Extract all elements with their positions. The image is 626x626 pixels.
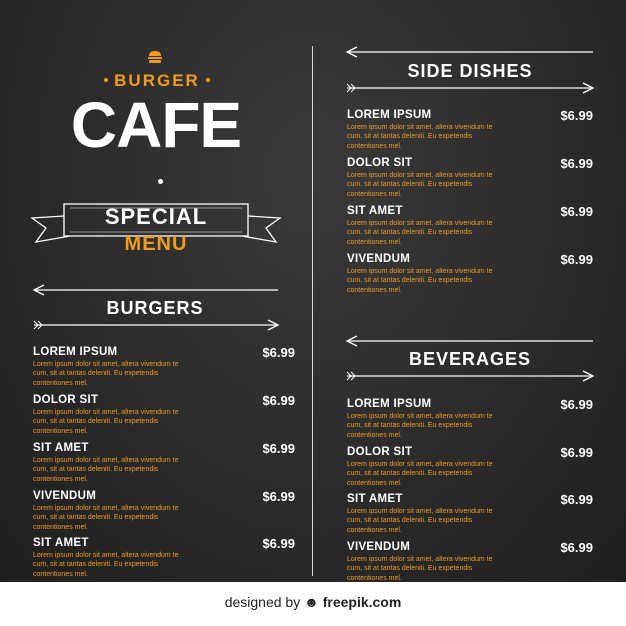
item-description: Lorem ipsum dolor sit amet, altera vivendum te cum, sit at tantas deleniti. Eu expetendis contentiones mel. <box>33 505 179 531</box>
menu-item: LOREM IPSUM $6.99 Lorem ipsum dolor sit amet, altera vivendum te cum, sit at tantas deleniti. Eu expetendis contentiones mel. <box>347 397 593 439</box>
menu-item: LOREM IPSUM $6.99 Lorem ipsum dolor sit amet, altera vivendum te cum, sit at tantas deleniti. Eu expetendis contentiones mel. <box>347 108 593 150</box>
vertical-divider <box>312 46 313 576</box>
menu-item: SIT AMET $6.99 Lorem ipsum dolor sit amet, altera vivendum te cum, sit at tantas deleniti. Eu expetendis contentiones mel. <box>347 492 593 534</box>
decorative-dot <box>158 179 163 184</box>
left-arrow-decoration <box>32 284 280 296</box>
item-price: $6.99 <box>560 108 593 123</box>
section-title-beverages: BEVERAGES <box>408 349 532 369</box>
item-price: $6.99 <box>262 489 295 504</box>
item-description: Lorem ipsum dolor sit amet, altera vivendum te cum, sit at tantas deleniti. Eu expetendis contentiones mel. <box>33 361 179 387</box>
item-price: $6.99 <box>262 345 295 360</box>
burger-icon <box>147 50 163 64</box>
right-arrow-decoration <box>345 82 595 94</box>
item-price: $6.99 <box>560 540 593 555</box>
item-price: $6.99 <box>560 397 593 412</box>
item-description: Lorem ipsum dolor sit amet, altera vivendum te cum, sit at tantas deleniti. Eu expetendis contentiones mel. <box>347 556 493 582</box>
menu-item: SIT AMET $6.99 Lorem ipsum dolor sit amet, altera vivendum te cum, sit at tantas deleniti. Eu expetendis contentiones mel. <box>347 204 593 246</box>
item-price: $6.99 <box>560 156 593 171</box>
section-title-burgers: BURGERS <box>106 298 204 318</box>
item-description: Lorem ipsum dolor sit amet, altera vivendum te cum, sit at tantas deleniti. Eu expetendis contentiones mel. <box>347 172 493 198</box>
footer-brand-link[interactable]: freepik.com <box>322 594 402 610</box>
menu-item: VIVENDUM $6.99 Lorem ipsum dolor sit amet, altera vivendum te cum, sit at tantas deleniti. Eu expetendis contentiones mel. <box>347 540 593 582</box>
item-description: Lorem ipsum dolor sit amet, altera vivendum te cum, sit at tantas deleniti. Eu expetendis contentiones mel. <box>347 413 493 439</box>
item-description: Lorem ipsum dolor sit amet, altera vivendum te cum, sit at tantas deleniti. Eu expetendis contentiones mel. <box>347 220 493 246</box>
menu-item: VIVENDUM $6.99 Lorem ipsum dolor sit amet, altera vivendum te cum, sit at tantas deleniti. Eu expetendis contentiones mel. <box>347 252 593 294</box>
item-description: Lorem ipsum dolor sit amet, altera vivendum te cum, sit at tantas deleniti. Eu expetendis contentiones mel. <box>347 508 493 534</box>
menu-item: DOLOR SIT $6.99 Lorem ipsum dolor sit amet, altera vivendum te cum, sit at tantas deleniti. Eu expetendis contentiones mel. <box>347 445 593 487</box>
menu-item: SIT AMET $6.99 Lorem ipsum dolor sit amet, altera vivendum te cum, sit at tantas deleniti. Eu expetendis contentiones mel. <box>33 441 295 483</box>
menu-item: DOLOR SIT $6.99 Lorem ipsum dolor sit amet, altera vivendum te cum, sit at tantas deleniti. Eu expetendis contentiones mel. <box>33 393 295 435</box>
item-description: Lorem ipsum dolor sit amet, altera vivendum te cum, sit at tantas deleniti. Eu expetendis contentiones mel. <box>33 457 179 483</box>
item-price: $6.99 <box>560 445 593 460</box>
item-price: $6.99 <box>262 393 295 408</box>
menu-item: LOREM IPSUM $6.99 Lorem ipsum dolor sit amet, altera vivendum te cum, sit at tantas deleniti. Eu expetendis contentiones mel. <box>33 345 295 387</box>
menu-item: DOLOR SIT $6.99 Lorem ipsum dolor sit amet, altera vivendum te cum, sit at tantas deleniti. Eu expetendis contentiones mel. <box>347 156 593 198</box>
menu-item: SIT AMET $6.99 Lorem ipsum dolor sit amet, altera vivendum te cum, sit at tantas deleniti. Eu expetendis contentiones mel. <box>33 536 295 578</box>
item-price: $6.99 <box>560 252 593 267</box>
item-description: Lorem ipsum dolor sit amet, altera vivendum te cum, sit at tantas deleniti. Eu expetendis contentiones mel. <box>33 552 179 578</box>
item-price: $6.99 <box>262 441 295 456</box>
right-arrow-decoration <box>345 370 595 382</box>
item-price: $6.99 <box>560 204 593 219</box>
item-description: Lorem ipsum dolor sit amet, altera vivendum te cum, sit at tantas deleniti. Eu expetendis contentiones mel. <box>33 409 179 435</box>
ribbon-bottom-text: MENU <box>124 233 188 255</box>
item-description: Lorem ipsum dolor sit amet, altera vivendum te cum, sit at tantas deleniti. Eu expetendis contentiones mel. <box>347 268 493 294</box>
item-description: Lorem ipsum dolor sit amet, altera vivendum te cum, sit at tantas deleniti. Eu expetendis contentiones mel. <box>347 461 493 487</box>
brand-title: CAFE <box>70 89 242 161</box>
brand-subtitle: BURGER <box>92 71 222 91</box>
footer-credit: designed by ☻ freepik.com <box>224 594 402 610</box>
left-arrow-decoration <box>345 335 595 347</box>
ribbon-top-text: SPECIAL <box>104 204 208 229</box>
item-price: $6.99 <box>560 492 593 507</box>
freepik-logo-icon: ☻ <box>304 594 319 610</box>
right-arrow-decoration <box>32 319 280 331</box>
item-description: Lorem ipsum dolor sit amet, altera vivendum te cum, sit at tantas deleniti. Eu expetendis contentiones mel. <box>347 124 493 150</box>
left-arrow-decoration <box>345 46 595 58</box>
section-title-side-dishes: SIDE DISHES <box>407 61 533 81</box>
item-price: $6.99 <box>262 536 295 551</box>
menu-item: VIVENDUM $6.99 Lorem ipsum dolor sit amet, altera vivendum te cum, sit at tantas deleniti. Eu expetendis contentiones mel. <box>33 489 295 531</box>
